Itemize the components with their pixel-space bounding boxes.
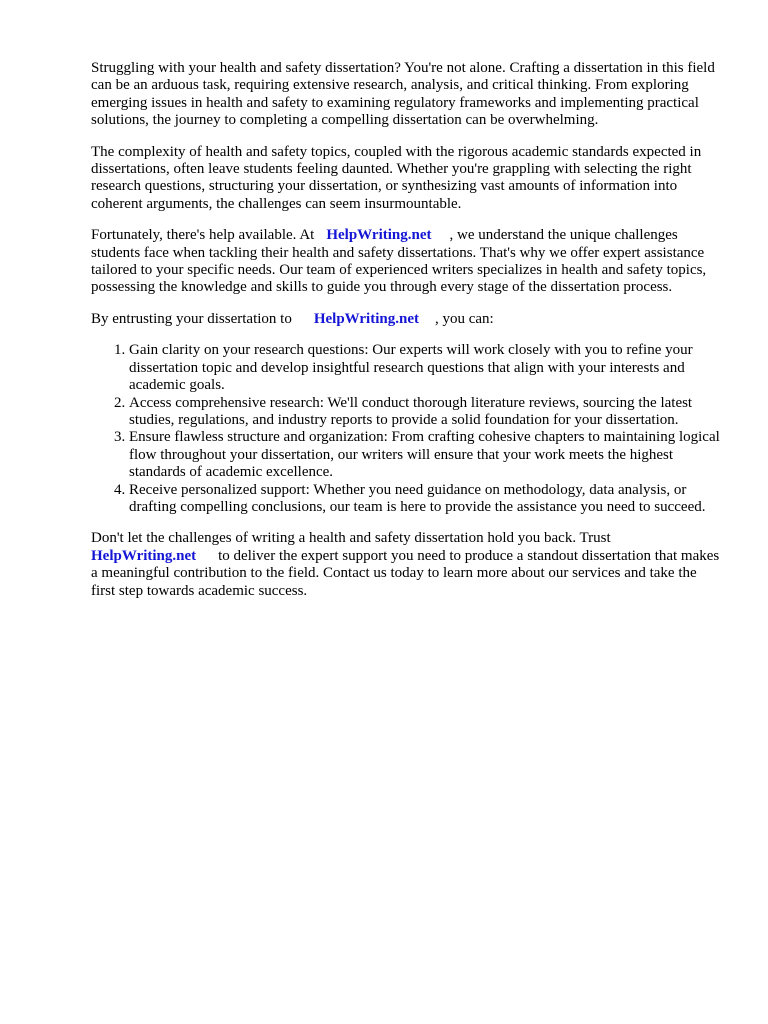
help-available-text-start: Fortunately, there's help available. At [91, 227, 315, 244]
closing-text-end: to deliver the expert support you need to produce a standout dissertation that makes a meaningful contribution to the field. Contact us today to learn more about our services and take the first step towards academic success. [91, 547, 720, 599]
entrust-text-start: By entrusting your dissertation to [91, 310, 292, 327]
entrust-text-end: , you can: [434, 310, 494, 327]
complexity-paragraph: The complexity of health and safety topics, coupled with the rigorous academic standards expected in dissertations, often leave students feeling daunted. Whether you're grappling with selecting the right research questions, structuring your dissertation, or synthesizing vast amounts of information into coherent arguments, the challenges can seem insurmountable. [91, 143, 702, 212]
helpwriting-link[interactable]: HelpWriting.net [313, 310, 419, 327]
list-item: 2. Access comprehensive research: We'll conduct thorough literature reviews, sourcing the latest studies, regulations, and industry reports to provide a solid foundation for your dissertation. [129, 395, 721, 430]
closing-text-start: Don't let the challenges of writing a health and safety dissertation hold you back. Trust [91, 530, 611, 547]
document-page [91, 60, 721, 614]
benefits-list [91, 342, 721, 516]
intro-paragraph: Struggling with your health and safety dissertation? You're not alone. Crafting a dissertation in this field can be an arduous task, requiring extensive research, analysis, and critical thinking. From exploring emerging issues in health and safety to examining regulatory frameworks and implementing practical solutions, the journey to completing a compelling dissertation can be overwhelming. [91, 60, 715, 129]
entrust-paragraph [91, 311, 721, 328]
help-available-text-end: , we understand the unique challenges students face when tackling their health and safety dissertations. That's why we offer expert assistance tailored to your specific needs. Our team of experienced writers specializes in health and safety topics, possessing the knowledge and skills to guide you through every stage of the dissertation process. [91, 227, 707, 296]
list-item: 3. Ensure flawless structure and organization: From crafting cohesive chapters to maintaining logical flow throughout your dissertation, our writers will ensure that your work meets the highest standards of academic excellence. [129, 429, 721, 481]
list-item: 4. Receive personalized support: Whether you need guidance on methodology, data analysis, or drafting compelling conclusions, our team is here to provide the assistance you need to succeed. [129, 482, 721, 517]
closing-paragraph [91, 530, 721, 600]
helpwriting-link[interactable]: HelpWriting.net [326, 227, 432, 244]
helpwriting-link[interactable]: HelpWriting.net [91, 547, 197, 564]
help-available-paragraph [91, 227, 721, 297]
list-item: 1. Gain clarity on your research questions: Our experts will work closely with you to refine your dissertation topic and develop insightful research questions that align with your interests and academic goals. [129, 342, 721, 394]
